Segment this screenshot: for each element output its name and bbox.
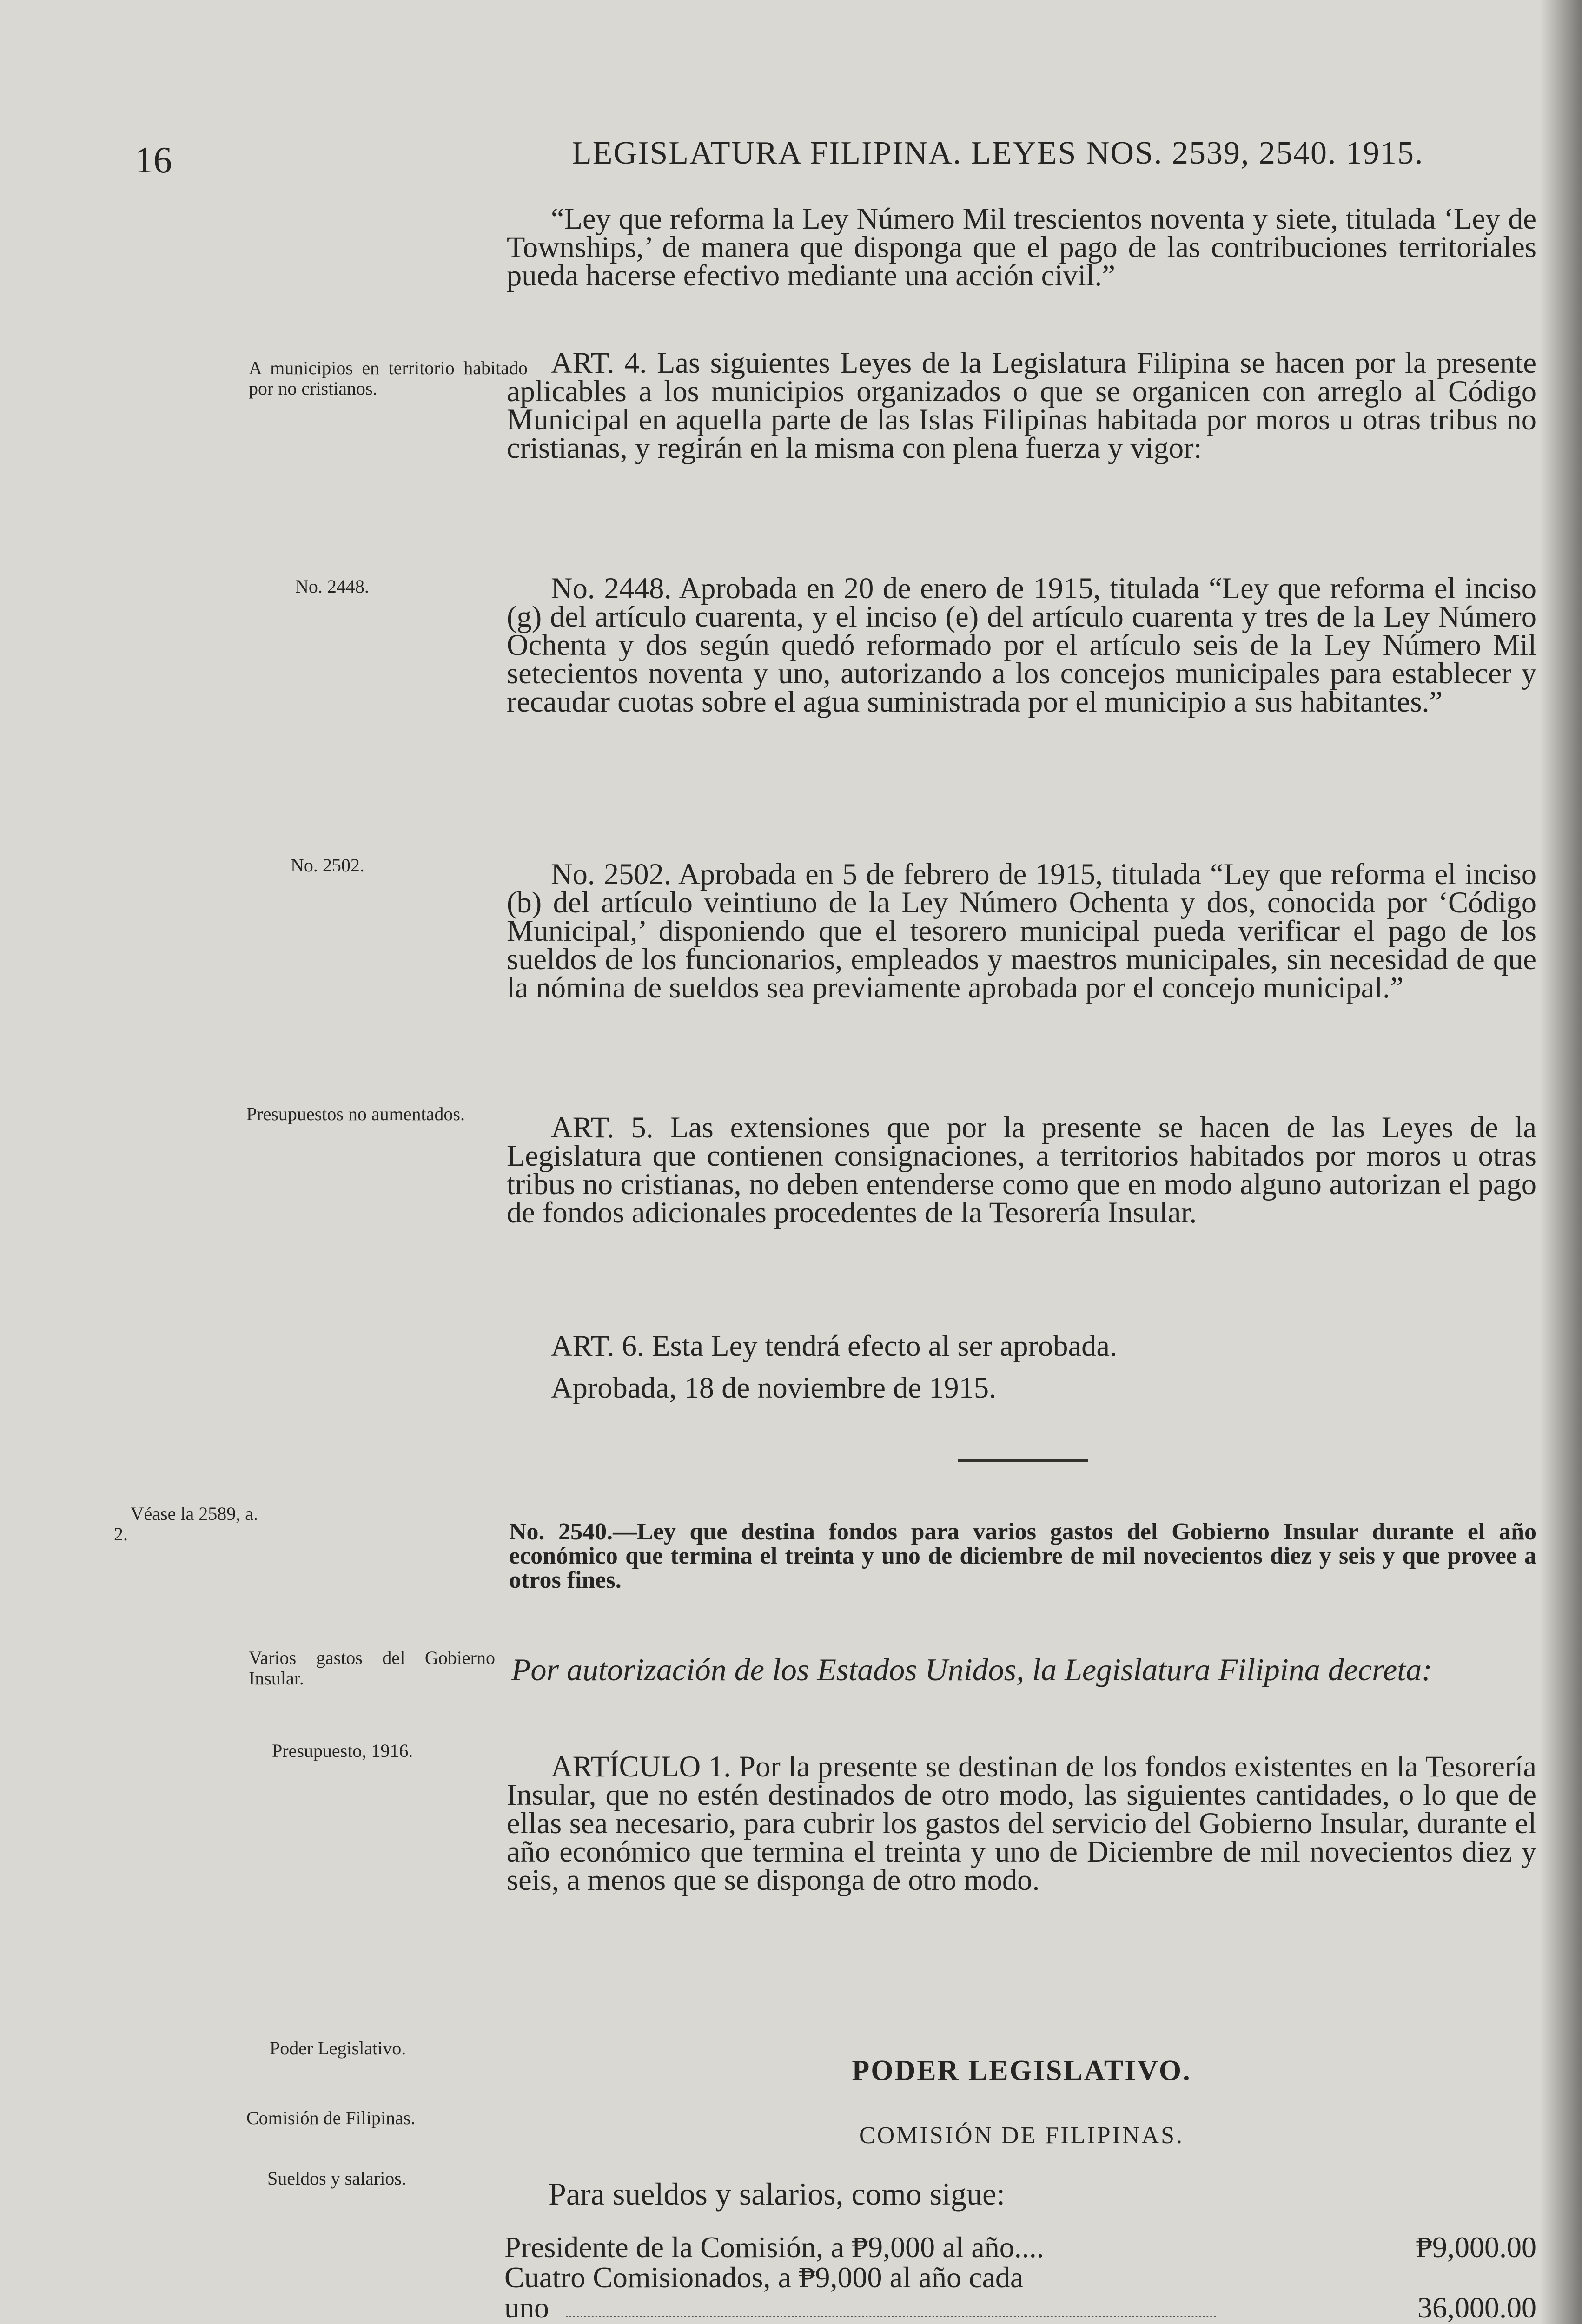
page-edge-shadow <box>1540 0 1582 2324</box>
salary-row-text: Presidente de la Comisión, a ₱9,000 al año.... <box>504 2231 1044 2264</box>
paragraph-no-2448: No. 2448. Aprobada en 20 de enero de 1915, titulada “Ley que reforma el inciso (g) del artículo cuarenta, y el inciso (e) del artículo cuarenta y tres de la Ley Número Ochenta y dos según quedó reformado por el artículo seis de la Ley Número Mil setecientos noventa y uno, autorizando a los concejos municipales para establecer y recaudar cuotas sobre el agua suministrada por el municipio a sus habitantes.” <box>507 572 1536 718</box>
leader-dots <box>566 2316 1217 2317</box>
heading-poder-legislativo: PODER LEGISLATIVO. <box>852 2055 1191 2086</box>
art-5-text: Las extensiones que por la presente se hacen de las Leyes de la Legislatura que contienen consignaciones, a territorios habitados por moros u otras tribus no cristianas, no deben entenderse como que en modo alguno autorizan el pago de fondos adicionales procedentes de la Tesorería Insular. <box>507 1111 1537 1229</box>
articulo-1-label: ARTÍCULO 1. <box>551 1750 731 1783</box>
act-2540-title: No. 2540.—Ley que destina fondos para varios gastos del Gobierno Insular durante el año económico que termina el treinta y uno de diciembre de mil novecientos diez y seis y que provee a otros fines. <box>509 1519 1536 1593</box>
art-4-label: ART. 4. <box>551 346 647 379</box>
margin-note-vease: Véase la 2589, a. 2. <box>114 1503 258 1545</box>
heading-comision-filipinas: COMISIÓN DE FILIPINAS. <box>859 2122 1185 2149</box>
paragraph-articulo-1 <box>507 1752 1536 1894</box>
margin-note-no-2448: No. 2448. <box>295 576 369 597</box>
paragraph-no-2502: No. 2502. Aprobada en 5 de febrero de 1915, titulada “Ley que reforma el inciso (b) del artículo veintiuno de la Ley Número Ochenta y dos, conocida por ‘Código Municipal,’ disponiendo que el tesorero municipal pueda verificar el pago de los sueldos de los funcionarios, empleados y maestros municipales, sin necesidad de que la nómina de sueldos sea previamente aprobada por el concejo municipal.” <box>507 858 1536 1004</box>
art-5-label: ART. 5. <box>551 1111 654 1144</box>
page-number: 16 <box>135 140 172 181</box>
margin-note-sueldos: Sueldos y salarios. <box>267 2168 406 2189</box>
paragraph-township-law: “Ley que reforma la Ley Número Mil trescientos noventa y siete, titulada ‘Ley de Townships,’ de manera que disponga que el pago de las contribuciones territoriales pueda hacerse efectivo mediante una acción civil.” <box>507 202 1536 292</box>
art-6-text: Esta Ley tendrá efecto al ser aprobada. <box>652 1329 1118 1362</box>
margin-note-presupuesto-1916: Presupuesto, 1916. <box>272 1740 413 1761</box>
paragraph-art-5 <box>507 1113 1536 1227</box>
articulo-1-text: Por la presente se destinan de los fondos existentes en la Tesorería Insular, que no estén destinados de otro modo, las siguientes cantidades, o lo que de ellas sea necesario, para cubrir los gastos del servicio del Gobierno Insular, durante el año económico que termina el treinta y uno de Diciembre de mil novecientos diez y seis, a menos que se disponga de otro modo. <box>507 1750 1537 1896</box>
paragraph-art-4 <box>507 346 1536 464</box>
approval-date: Aprobada, 18 de noviembre de 1915. <box>551 1371 997 1404</box>
margin-note-comision: Comisión de Filipinas. <box>246 2107 416 2128</box>
margin-note-presupuestos: Presupuestos no aumentados. <box>246 1103 465 1124</box>
page-header <box>135 130 1539 186</box>
salary-row-comisionados-line2 <box>504 2291 1536 2324</box>
art-4-text: Las siguientes Leyes de la Legislatura Filipina se hacen por la presente aplicables a los municipios organizados o que se organicen con arreglo al Código Municipal en aquella parte de las Islas Filipinas habitada por moros u otras tribus no cristianas, y regirán en la misma con plena fuerza y vigor: <box>507 346 1536 464</box>
salary-row-comisionados-line1 <box>504 2261 1536 2294</box>
margin-note-varios-gastos: Varios gastos del Gobierno Insular. <box>249 1647 495 1689</box>
running-head: LEGISLATURA FILIPINA. LEYES NOS. 2539, 2540. 1915. <box>572 135 1424 171</box>
salary-row-text: uno <box>504 2291 549 2324</box>
salary-row-amount: 36,000.00 <box>1417 2291 1536 2324</box>
margin-note-poder-legislativo: Poder Legislativo. <box>270 2038 406 2059</box>
margin-note-no-2502: No. 2502. <box>291 855 364 876</box>
margin-note-municipios: A municipios en territorio habitado por no cristianos. <box>249 357 528 399</box>
salary-row-presidente <box>504 2231 1536 2264</box>
paragraph-art-6 <box>507 1329 1536 1362</box>
salary-row-text: Cuatro Comisionados, a ₱9,000 al año cada <box>504 2261 1024 2294</box>
salaries-intro: Para sueldos y salarios, como sigue: <box>549 2176 1006 2212</box>
section-divider <box>958 1459 1088 1462</box>
salary-row-amount: ₱9,000.00 <box>1416 2231 1536 2264</box>
enacting-clause: Por autorización de los Estados Unidos, la Legislatura Filipina decreta: <box>511 1652 1432 1687</box>
art-6-label: ART. 6. <box>551 1329 644 1362</box>
